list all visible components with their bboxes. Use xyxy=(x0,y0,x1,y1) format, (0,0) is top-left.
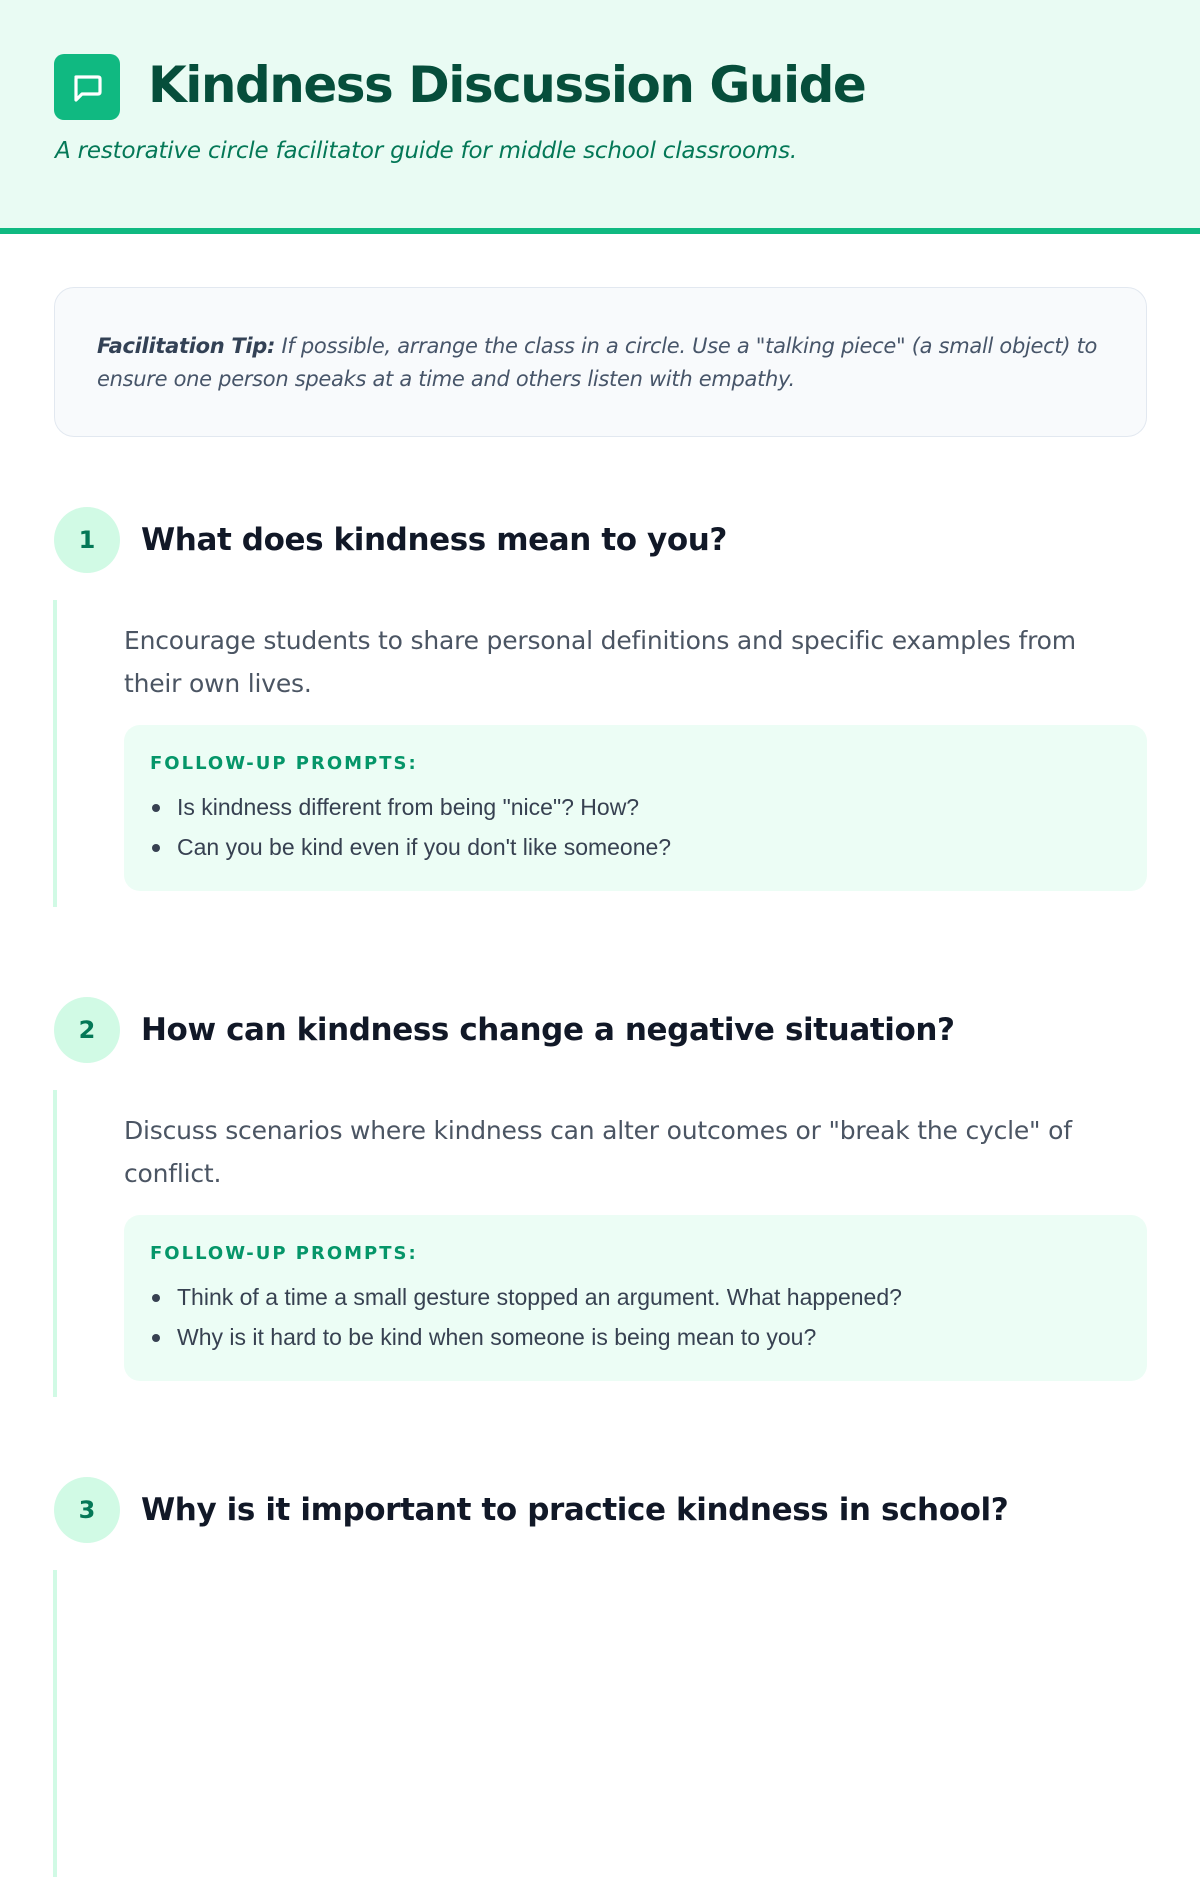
page-header xyxy=(0,0,1200,234)
prompt-item: Can you be kind even if you don't like someone? xyxy=(150,827,1121,867)
question-description: Encourage students to share personal definitions and specific examples from their own lives. xyxy=(124,626,1076,698)
facilitation-tip xyxy=(54,287,1147,437)
page-subtitle: A restorative circle facilitator guide for middle school classrooms. xyxy=(55,138,797,164)
section-divider-bar xyxy=(53,1570,57,1877)
section-divider-bar xyxy=(53,1090,57,1397)
follow-up-prompts xyxy=(124,725,1147,891)
prompts-list xyxy=(150,1277,1121,1357)
prompt-item: Is kindness different from being "nice"? How? xyxy=(150,787,1121,827)
question-description: Discuss scenarios where kindness can alter outcomes or "break the cycle" of conflict. xyxy=(124,1116,1072,1188)
question-number: 1 xyxy=(54,507,120,573)
logo-badge xyxy=(54,54,120,120)
prompt-item: Think of a time a small gesture stopped an argument. What happened? xyxy=(150,1277,1121,1317)
chat-bubble-icon xyxy=(69,69,105,105)
question-number: 3 xyxy=(54,1477,120,1543)
question-title: How can kindness change a negative situation? xyxy=(141,1012,955,1048)
question-title: Why is it important to practice kindness in school? xyxy=(141,1492,1009,1528)
question-title: What does kindness mean to you? xyxy=(141,522,728,558)
follow-up-prompts xyxy=(124,1215,1147,1381)
prompts-label: FOLLOW-UP PROMPTS: xyxy=(150,753,418,774)
tip-label: Facilitation Tip: xyxy=(97,334,276,358)
prompts-label: FOLLOW-UP PROMPTS: xyxy=(150,1243,418,1264)
prompt-item: Why is it hard to be kind when someone is being mean to you? xyxy=(150,1317,1121,1357)
tip-text: If possible, arrange the class in a circle. Use a "talking piece" (a small object) to ensure one person speaks at a time and others listen with empathy. xyxy=(97,334,1098,391)
page-title: Kindness Discussion Guide xyxy=(148,56,866,114)
question-number: 2 xyxy=(54,997,120,1063)
section-divider-bar xyxy=(53,600,57,907)
prompts-list xyxy=(150,787,1121,867)
